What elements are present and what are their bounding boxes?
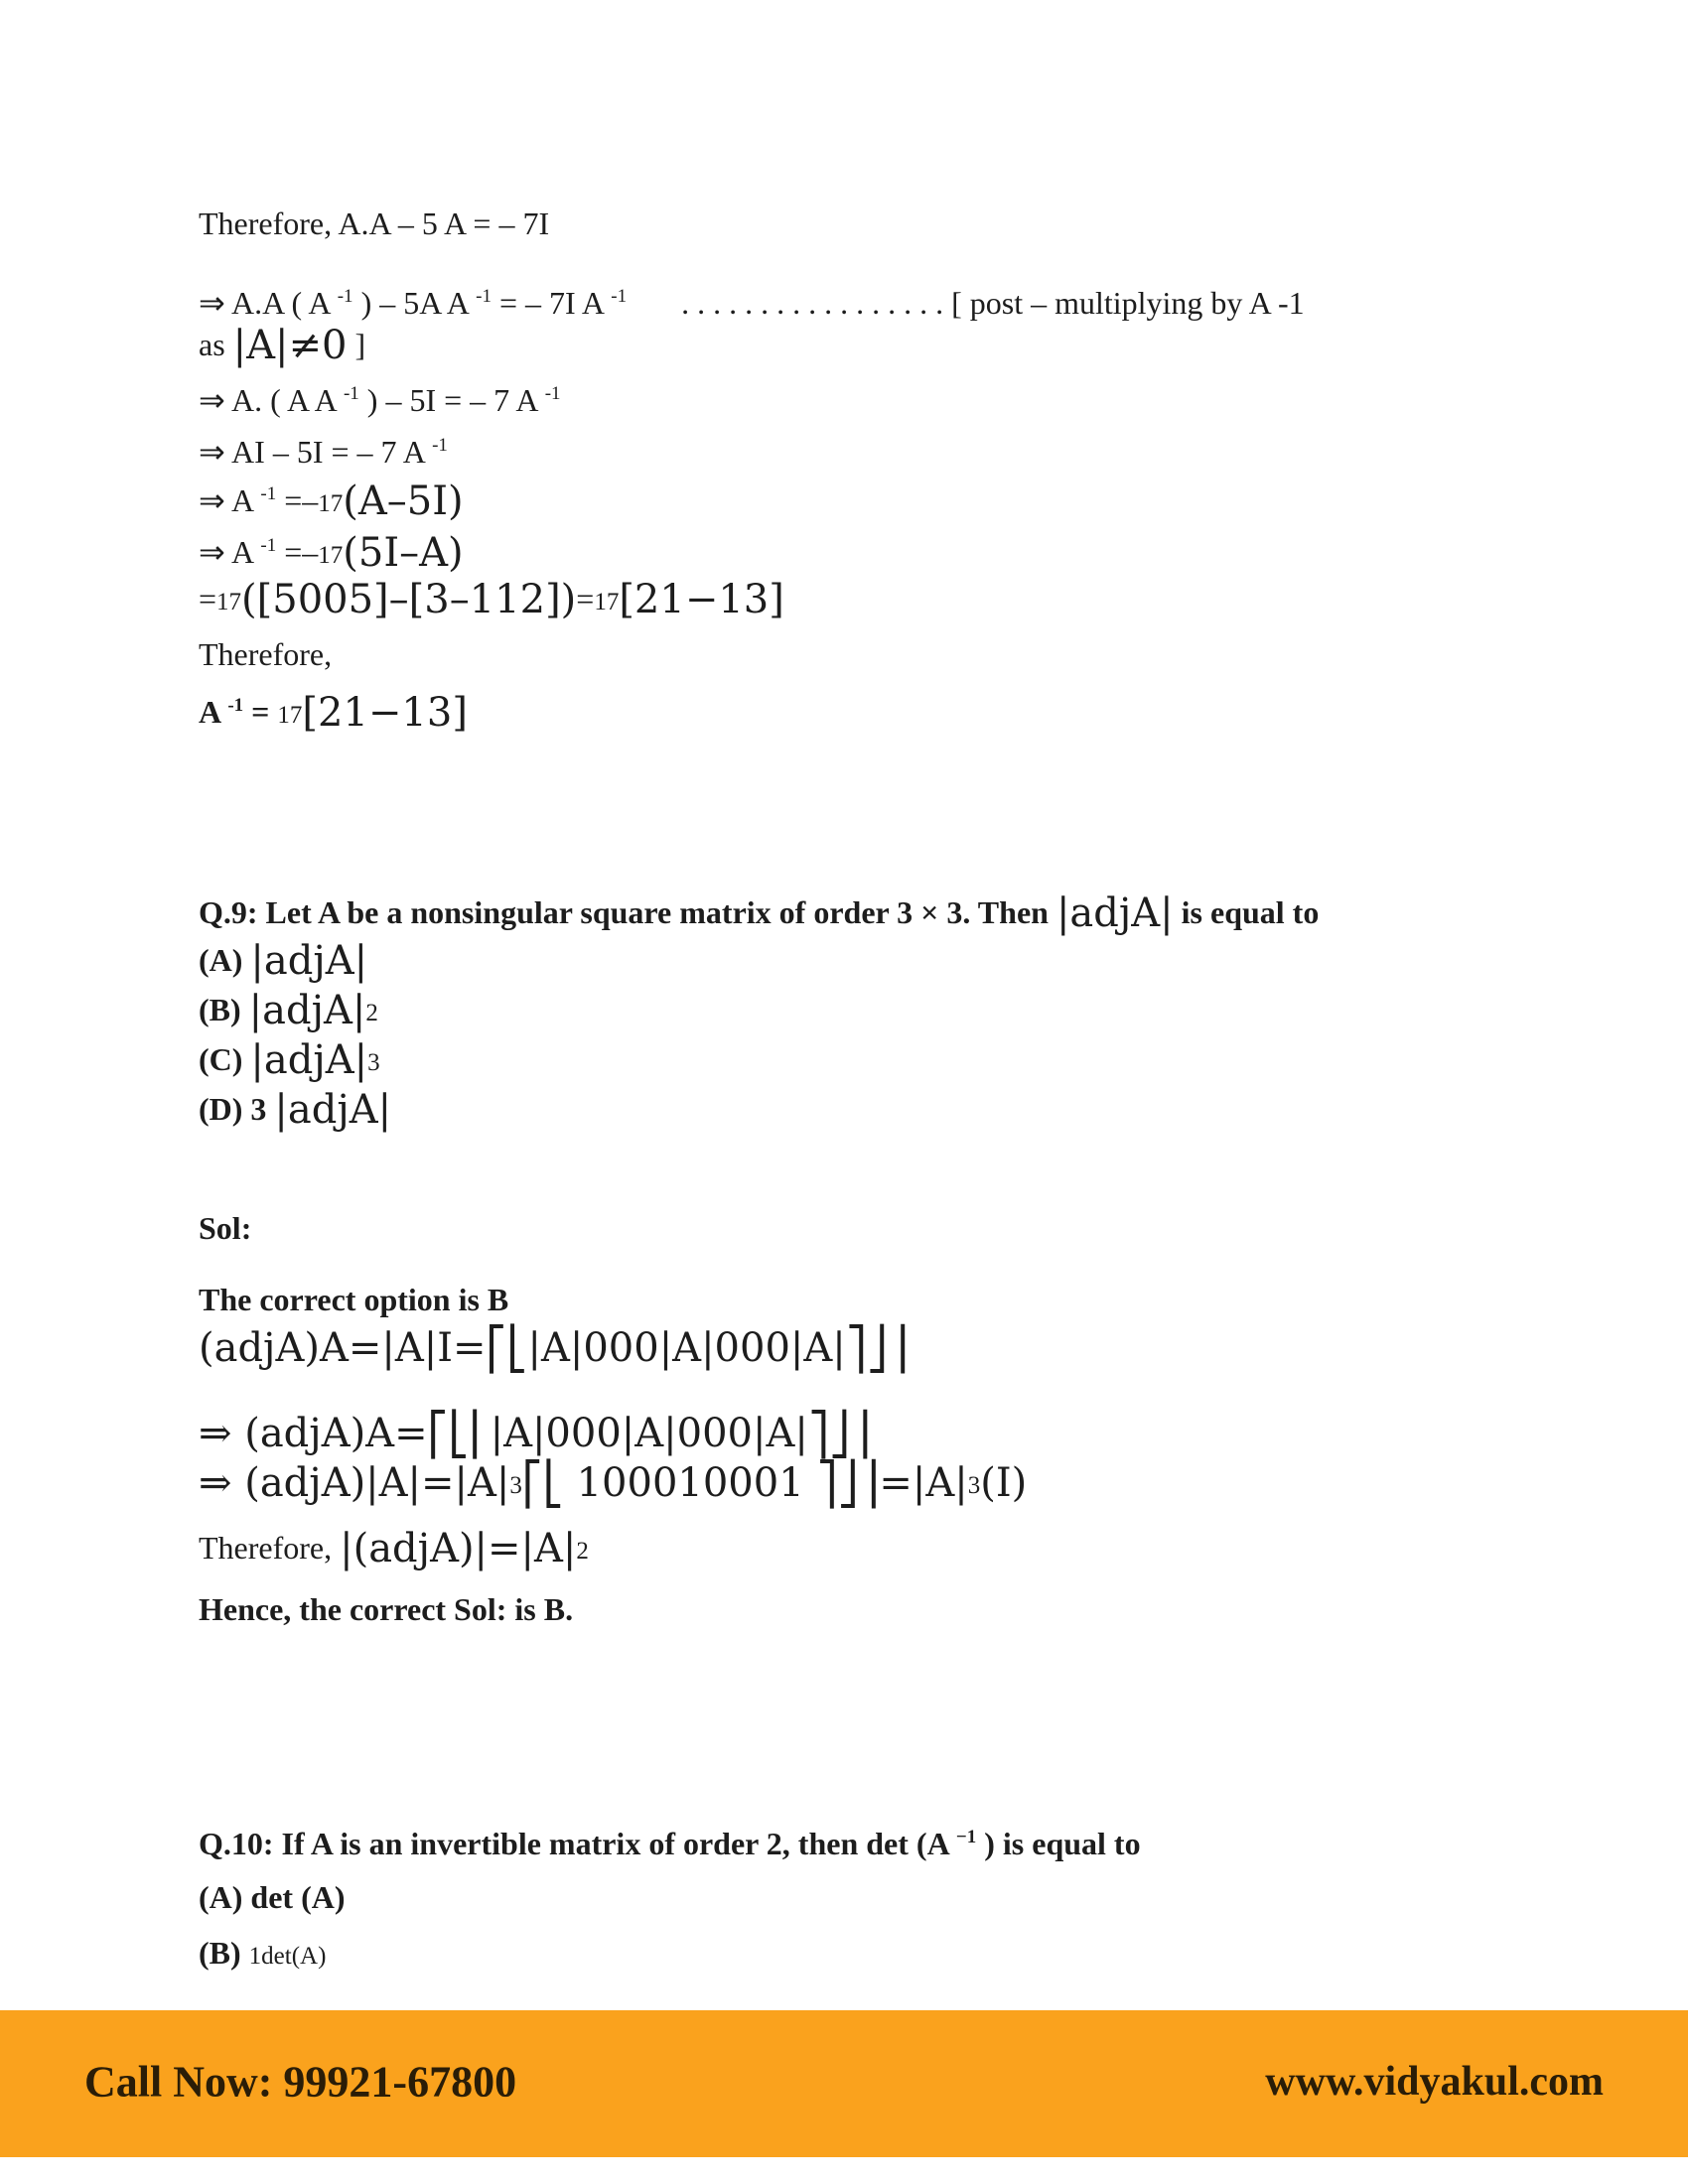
subscript: 3 bbox=[967, 1471, 981, 1499]
math-expression: (I) bbox=[980, 1460, 1028, 1506]
open-bracket: ⎡⎣ bbox=[486, 1323, 528, 1373]
q9-title bbox=[199, 890, 1320, 936]
label-text: Sol: bbox=[199, 1210, 252, 1246]
equation-text: ⇒ AI – 5I = – 7 A bbox=[199, 434, 433, 470]
question-text: ) is equal to bbox=[976, 1826, 1141, 1861]
equation-text: =– bbox=[276, 533, 319, 570]
q9-option-c bbox=[199, 1037, 380, 1083]
math-expression: [21−13] bbox=[619, 577, 784, 622]
option-label: (A) bbox=[199, 941, 251, 978]
fraction-text: 17 bbox=[594, 588, 620, 615]
math-expression: ⇒ (adjA)A= bbox=[199, 1411, 428, 1456]
equation-text: = – 7I A bbox=[491, 285, 612, 321]
equation-text: ⇒ A.A ( A bbox=[199, 285, 338, 321]
question-text: is equal to bbox=[1173, 893, 1320, 930]
matrix-entries: 100010001 bbox=[563, 1460, 817, 1506]
option-label: (C) bbox=[199, 1040, 251, 1077]
q9-hence bbox=[199, 1592, 573, 1627]
q9-eq3 bbox=[199, 1458, 1028, 1508]
sol8-line-postmultiply bbox=[199, 286, 1305, 321]
fraction-text: 17 bbox=[318, 489, 344, 517]
math-expression: =|A| bbox=[879, 1460, 968, 1506]
sol8-line-given bbox=[199, 206, 549, 241]
sol8-line-matrix-calc bbox=[199, 577, 784, 622]
sol8-line-therefore bbox=[199, 637, 332, 672]
math-expression: |adjA| bbox=[250, 938, 368, 984]
exponent: -1 bbox=[476, 286, 492, 308]
open-bracket: ⎡⎣⎢ bbox=[427, 1409, 491, 1458]
equation-text: ⇒ A bbox=[199, 533, 261, 570]
sol8-line-condition bbox=[199, 323, 366, 368]
exponent: -1 bbox=[337, 286, 353, 308]
option-label: (A) det (A) bbox=[199, 1879, 346, 1915]
q9-option-a bbox=[199, 938, 368, 984]
exponent: −1 bbox=[955, 1827, 977, 1848]
footer-bar bbox=[0, 2010, 1688, 2157]
math-expression: |A|≠0 bbox=[232, 323, 348, 368]
math-expression: |adjA| bbox=[1055, 890, 1174, 936]
math-expression: (5I–A) bbox=[343, 530, 464, 576]
close-bracket: ⎤⎦⎥ bbox=[845, 1323, 909, 1373]
sol8-line-step3 bbox=[199, 478, 464, 524]
fraction-text: 17 bbox=[318, 541, 344, 569]
math-expression: [21−13] bbox=[302, 690, 468, 736]
subscript: 2 bbox=[576, 1537, 589, 1565]
subscript: 3 bbox=[509, 1471, 522, 1499]
footer-website: www.vidyakul.com bbox=[1265, 2059, 1604, 2106]
math-expression: ⇒ (adjA)|A|=|A| bbox=[199, 1460, 510, 1506]
q9-option-b bbox=[199, 988, 378, 1033]
q9-eq1 bbox=[199, 1323, 909, 1373]
math-expression: |(adjA)|=|A| bbox=[340, 1526, 577, 1571]
text: Therefore, bbox=[199, 636, 333, 672]
math-expression: |adjA| bbox=[274, 1087, 392, 1133]
equation-text: as bbox=[199, 326, 233, 362]
equation-text: ) – 5A A bbox=[352, 285, 477, 321]
footer-phone: Call Now: 99921-67800 bbox=[84, 2057, 517, 2107]
equation-text: =– bbox=[276, 481, 319, 518]
q9-sol-label bbox=[199, 1211, 251, 1246]
q10-option-a bbox=[199, 1880, 346, 1915]
sol8-line-result bbox=[199, 690, 468, 736]
math-expression: (A–5I) bbox=[343, 478, 464, 524]
equation-text: ⇒ A. ( A A bbox=[199, 382, 344, 418]
subscript: 3 bbox=[367, 1048, 380, 1076]
option-label: (B) bbox=[199, 1935, 249, 1971]
sol8-line-step2 bbox=[199, 435, 448, 470]
open-bracket: ⎡⎣ bbox=[521, 1458, 564, 1508]
matrix-entries: |A|000|A|000|A| bbox=[490, 1411, 808, 1456]
fraction-text: 17 bbox=[216, 588, 242, 615]
answer-text: Hence, the correct Sol: is B. bbox=[199, 1591, 574, 1627]
q10-option-b bbox=[199, 1936, 326, 1971]
annotation-text: . . . . . . . . . . . . . . . . . [ post – multiplying by A -1 bbox=[681, 285, 1305, 321]
option-label: (B) bbox=[199, 991, 249, 1027]
answer-text: The correct option is B bbox=[199, 1282, 509, 1317]
q9-eq4 bbox=[199, 1526, 589, 1571]
equation-text: = bbox=[576, 580, 595, 616]
exponent: -1 bbox=[260, 483, 277, 505]
q9-option-d bbox=[199, 1087, 392, 1133]
equation-text: ⇒ A bbox=[199, 481, 261, 518]
q10-title bbox=[199, 1827, 1141, 1861]
equation-text: A bbox=[199, 693, 228, 730]
sol8-line-step4 bbox=[199, 530, 464, 576]
exponent: -1 bbox=[260, 535, 277, 557]
math-expression: ([5005]–[3–112]) bbox=[241, 577, 577, 622]
option-label: (D) 3 bbox=[199, 1090, 275, 1127]
question-text: Q.9: Let A be a nonsingular square matrix of order 3 × 3. Then bbox=[199, 893, 1056, 930]
math-expression: |adjA| bbox=[250, 1037, 368, 1083]
question-text: Q.10: If A is an invertible matrix of order 2, then det (A bbox=[199, 1826, 956, 1861]
sol8-line-step1 bbox=[199, 383, 561, 418]
equation-text: = bbox=[243, 693, 278, 730]
exponent: -1 bbox=[432, 435, 448, 457]
equation-text: Therefore, A.A – 5 A = – 7I bbox=[199, 205, 550, 241]
exponent: -1 bbox=[544, 383, 561, 405]
q9-correct-option bbox=[199, 1283, 508, 1317]
math-expression: |adjA| bbox=[248, 988, 366, 1033]
math-expression: (adjA)A=|A|I= bbox=[199, 1325, 487, 1371]
exponent: -1 bbox=[227, 695, 244, 717]
matrix-entries: |A|000|A|000|A| bbox=[527, 1325, 846, 1371]
close-bracket: ⎤⎦⎥ bbox=[807, 1409, 871, 1458]
fraction-text: 1det(A) bbox=[248, 1943, 327, 1970]
exponent: -1 bbox=[343, 383, 359, 405]
text: Therefore, bbox=[199, 1529, 341, 1566]
equation-text: ] bbox=[347, 326, 366, 362]
exponent: -1 bbox=[611, 286, 628, 308]
equation-text: = bbox=[199, 580, 217, 616]
q9-eq2 bbox=[199, 1409, 871, 1458]
fraction-text: 17 bbox=[277, 701, 303, 729]
close-bracket: ⎤⎦⎥ bbox=[816, 1458, 880, 1508]
subscript: 2 bbox=[365, 999, 378, 1026]
equation-text: ) – 5I = – 7 A bbox=[358, 382, 545, 418]
